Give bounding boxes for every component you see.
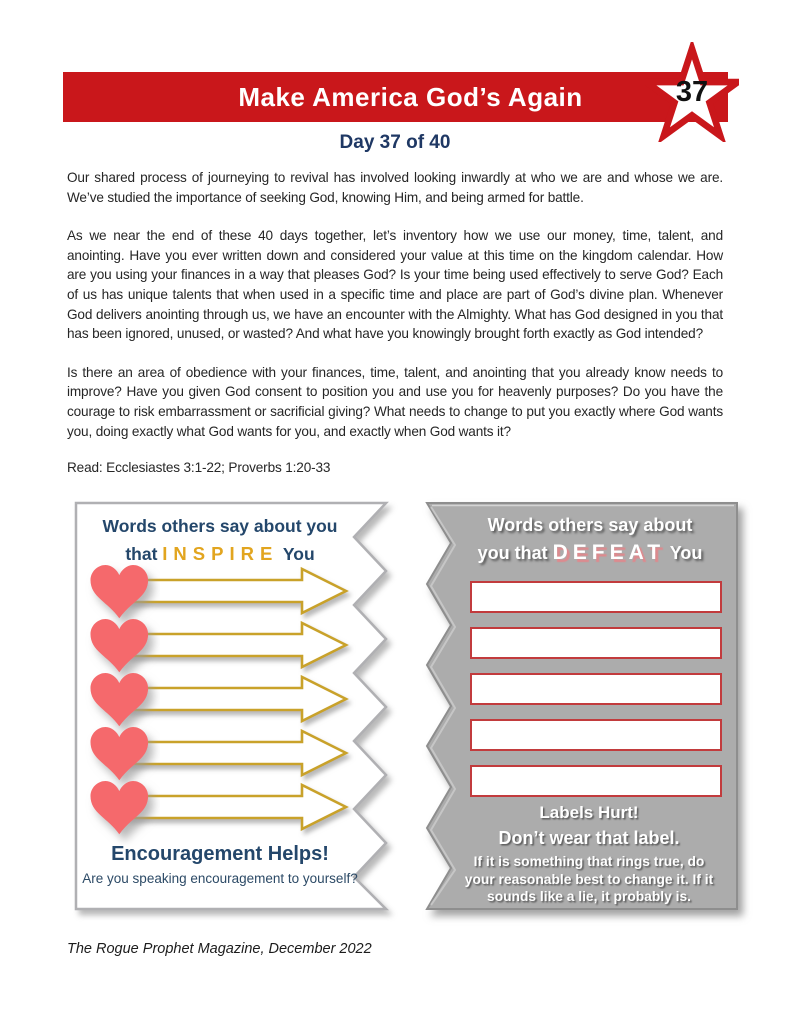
magazine-footer: The Rogue Prophet Magazine, December 2022 xyxy=(67,941,372,958)
defeat-field-5[interactable] xyxy=(470,765,722,797)
paragraph-2: As we near the end of these 40 days together, let’s inventory how we use our money, time, talent, and anointing. Have you ever written down and considered your value at this time on the kingdom calendar. How are you using your finances in a way that pleases God? Is your time being used effectively to serve God? Each of us has unique talents that when used in a specific time and place are part of God’s divine plan. Whenever God delivers anointing through us, we have an encounter with the Almighty. What has God designed in you that has been ignored, unused, or wasted? And what have you knowingly brought forth exactly as God intended? xyxy=(67,228,723,342)
defeat-title-pre: you that xyxy=(477,543,548,564)
paragraph-1: Our shared process of journeying to revival has involved looking inwardly at who we are and whose we are. We’ve studied the importance of seeking God, knowing Him, and being armed for battle. xyxy=(67,170,723,205)
defeat-keyword: DEFEAT xyxy=(552,541,666,565)
inspire-box-footer xyxy=(76,843,364,886)
defeat-box xyxy=(424,501,740,911)
dont-wear-label: Don’t wear that label. xyxy=(498,828,680,849)
inspire-title-that: that xyxy=(125,544,158,565)
page-title: Make America God’s Again xyxy=(238,81,583,112)
graphics-row xyxy=(67,501,723,911)
encouragement-question: Are you speaking encouragement to yourself? xyxy=(82,871,358,887)
defeat-field-4[interactable] xyxy=(470,719,722,751)
inspire-title-line1: Words others say about you xyxy=(102,516,338,537)
label-advice-note: If it is something that rings true, do your reasonable best to change it. If it sounds like a lie, it probably is. xyxy=(464,854,714,905)
defeat-title-line1: Words others say about xyxy=(487,515,693,536)
inspire-keyword: INSPIRE xyxy=(162,543,279,565)
paragraph-3: Is there an area of obedience with your finances, time, talent, and anointing that you already know needs to improve? Have you given God consent to position you and use you for heavenly purposes? Do you have the courage to risk embarrassment or sacrificial giving? What needs to change to put you exactly where God wants you, doing exactly what God wants for you, and exactly when God wants it? xyxy=(67,364,723,439)
inspire-box-title xyxy=(74,513,366,568)
day-heading: Day 37 of 40 xyxy=(339,132,451,153)
inspire-title-line2 xyxy=(74,540,366,568)
labels-hurt-title: Labels Hurt! xyxy=(539,803,639,823)
day-star-badge xyxy=(645,42,739,142)
defeat-field-2[interactable] xyxy=(470,627,722,659)
inspire-box xyxy=(74,501,396,911)
defeat-field-3[interactable] xyxy=(470,673,722,705)
defeat-box-footer xyxy=(458,803,720,906)
encouragement-title: Encouragement Helps! xyxy=(111,843,329,866)
reading-reference: Read: Ecclesiastes 3:1-22; Proverbs 1:20-33 xyxy=(67,460,331,476)
title-banner xyxy=(63,72,728,122)
defeat-field-1[interactable] xyxy=(470,581,722,613)
day-number: 37 xyxy=(675,75,709,108)
inspire-title-you: You xyxy=(282,544,315,565)
content-column xyxy=(67,132,723,957)
defeat-title-you: You xyxy=(669,543,703,564)
